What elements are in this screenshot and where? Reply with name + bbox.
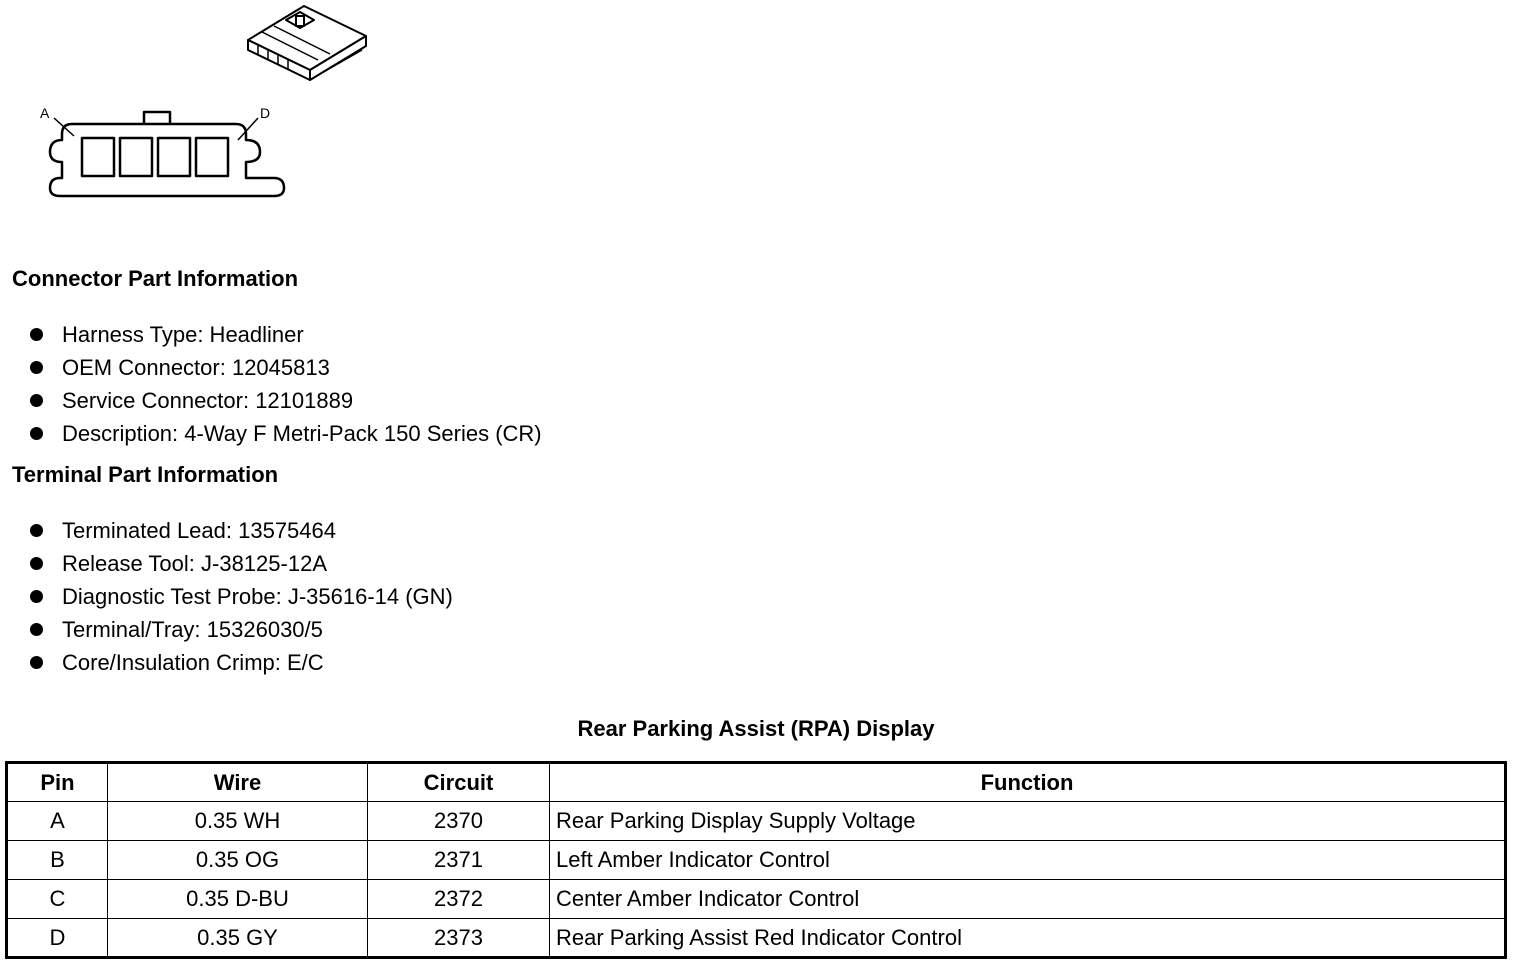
terminal-info-heading: Terminal Part Information bbox=[12, 462, 279, 487]
list-item: Diagnostic Test Probe: J-35616-14 (GN) bbox=[30, 580, 453, 613]
cell-circuit: 2371 bbox=[368, 841, 550, 880]
table-row bbox=[7, 880, 1506, 919]
list-item: Release Tool: J-38125-12A bbox=[30, 547, 453, 580]
connector-info-list bbox=[30, 318, 542, 450]
terminal-info-list bbox=[30, 514, 453, 679]
cell-function: Left Amber Indicator Control bbox=[550, 841, 1506, 880]
bullet-icon bbox=[30, 361, 43, 374]
bullet-icon bbox=[30, 623, 43, 636]
bullet-icon bbox=[30, 328, 43, 341]
cell-function: Rear Parking Assist Red Indicator Control bbox=[550, 919, 1506, 958]
bullet-icon bbox=[30, 557, 43, 570]
table-row bbox=[7, 802, 1506, 841]
list-item: Description: 4-Way F Metri-Pack 150 Series (CR) bbox=[30, 417, 542, 450]
table-header-row bbox=[7, 763, 1506, 802]
list-item: OEM Connector: 12045813 bbox=[30, 351, 542, 384]
table-row bbox=[7, 919, 1506, 958]
list-item: Terminated Lead: 13575464 bbox=[30, 514, 453, 547]
list-item: Harness Type: Headliner bbox=[30, 318, 542, 351]
connector-isometric-illustration bbox=[240, 0, 370, 86]
cell-circuit: 2372 bbox=[368, 880, 550, 919]
pin-label-d: D bbox=[260, 105, 271, 121]
table-row bbox=[7, 841, 1506, 880]
header-pin: Pin bbox=[7, 763, 108, 802]
header-function: Function bbox=[550, 763, 1506, 802]
cell-wire: 0.35 OG bbox=[108, 841, 368, 880]
table-title: Rear Parking Assist (RPA) Display bbox=[577, 716, 935, 741]
bullet-icon bbox=[30, 590, 43, 603]
cell-pin: B bbox=[7, 841, 108, 880]
cell-pin: C bbox=[7, 880, 108, 919]
pinout-table bbox=[5, 761, 1507, 959]
bullet-icon bbox=[30, 394, 43, 407]
connector-face-diagram bbox=[34, 100, 290, 204]
cell-circuit: 2370 bbox=[368, 802, 550, 841]
cell-pin: D bbox=[7, 919, 108, 958]
cell-function: Rear Parking Display Supply Voltage bbox=[550, 802, 1506, 841]
pin-label-a: A bbox=[40, 105, 50, 121]
list-item: Service Connector: 12101889 bbox=[30, 384, 542, 417]
bullet-icon bbox=[30, 656, 43, 669]
header-wire: Wire bbox=[108, 763, 368, 802]
cell-wire: 0.35 D-BU bbox=[108, 880, 368, 919]
connector-info-heading: Connector Part Information bbox=[12, 266, 299, 291]
cell-wire: 0.35 WH bbox=[108, 802, 368, 841]
list-item: Terminal/Tray: 15326030/5 bbox=[30, 613, 453, 646]
list-item: Core/Insulation Crimp: E/C bbox=[30, 646, 453, 679]
cell-function: Center Amber Indicator Control bbox=[550, 880, 1506, 919]
cell-pin: A bbox=[7, 802, 108, 841]
bullet-icon bbox=[30, 524, 43, 537]
cell-circuit: 2373 bbox=[368, 919, 550, 958]
bullet-icon bbox=[30, 427, 43, 440]
cell-wire: 0.35 GY bbox=[108, 919, 368, 958]
header-circuit: Circuit bbox=[368, 763, 550, 802]
